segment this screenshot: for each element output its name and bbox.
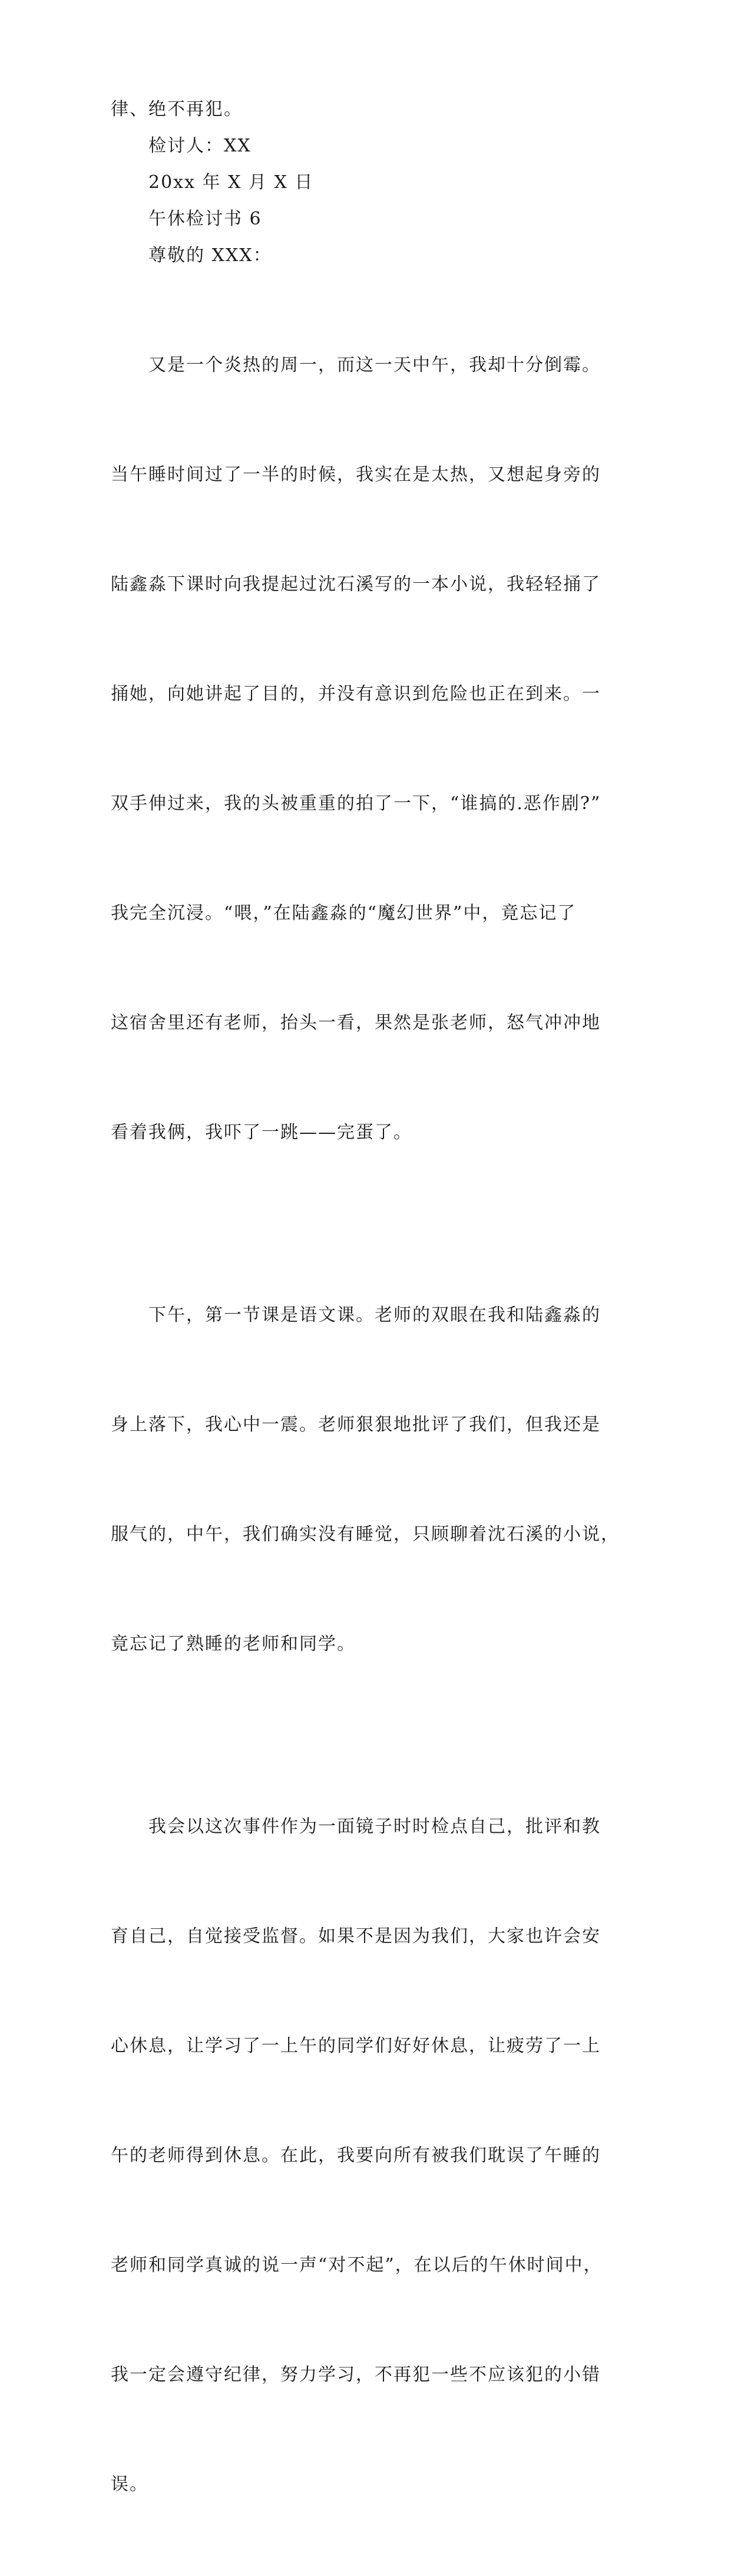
- paragraph-line: 下午，第一节课是语文课。老师的双眼在我和陆鑫淼的: [148, 1305, 601, 1325]
- paragraph-line: 看着我俩，我吓了一跳——完蛋了。: [111, 1122, 412, 1143]
- paragraph-line: 又是一个炎热的周一，而这一天中午，我却十分倒霉。: [148, 355, 601, 375]
- paragraph-line: 竟忘记了熟睡的老师和同学。: [111, 1634, 356, 1654]
- paragraph-line: 身上落下，我心中一震。老师狠狠地批评了我们，但我还是: [111, 1414, 601, 1435]
- paragraph-line: 我完全沉浸。“喂，”在陆鑫淼的“魔幻世界”中，竟忘记了: [111, 903, 577, 923]
- document-title: 午休检讨书 6: [148, 209, 262, 229]
- paragraph-line: 双手伸过来，我的头被重重的拍了一下，“谁搞的.恶作剧?”: [111, 793, 601, 814]
- paragraph-3: [111, 1736, 629, 2576]
- date-line: 20xx 年 X 月 X 日: [148, 172, 314, 193]
- paragraph-line: 我会以这次事件作为一面镜子时时检点自己，批评和教: [148, 1816, 601, 1837]
- paragraph-line: 捅她，向她讲起了目的，并没有意识到危险也正在到来。一: [111, 684, 601, 704]
- paragraph-line: 老师和同学真诚的说一声“对不起”，在以后的午休时间中，: [111, 2255, 603, 2275]
- salutation: 尊敬的 XXX：: [148, 245, 272, 266]
- paragraph-line: 心休息，让学习了一上午的同学们好好休息，让疲劳了一上: [111, 2036, 601, 2056]
- document-body: [111, 91, 629, 2576]
- paragraph-line: 育自己，自觉接受监督。如果不是因为我们，大家也许会安: [111, 1926, 601, 1947]
- paragraph-1: [111, 274, 629, 1224]
- paragraph-line: 陆鑫淼下课时向我提起过沈石溪写的一本小说，我轻轻捅了: [111, 574, 601, 595]
- paragraph-line: 我一定会遵守纪律，努力学习，不再犯一些不应该犯的小错: [111, 2364, 601, 2385]
- paragraph-2: [111, 1224, 629, 1736]
- paragraph-line: 误。: [111, 2474, 148, 2495]
- continuation-line: 律、绝不再犯。: [111, 99, 243, 120]
- paragraph-line: 服气的，中午，我们确实没有睡觉，只顾聊着沈石溪的小说，: [111, 1524, 620, 1545]
- paragraph-line: 午的老师得到休息。在此，我要向所有被我们耽误了午睡的: [111, 2145, 601, 2166]
- paragraph-line: 这宿舍里还有老师，抬头一看，果然是张老师，怒气冲冲地: [111, 1012, 601, 1033]
- signer-line: 检讨人：XX: [148, 136, 252, 156]
- paragraph-line: 当午睡时间过了一半的时候，我实在是太热，又想起身旁的: [111, 464, 601, 485]
